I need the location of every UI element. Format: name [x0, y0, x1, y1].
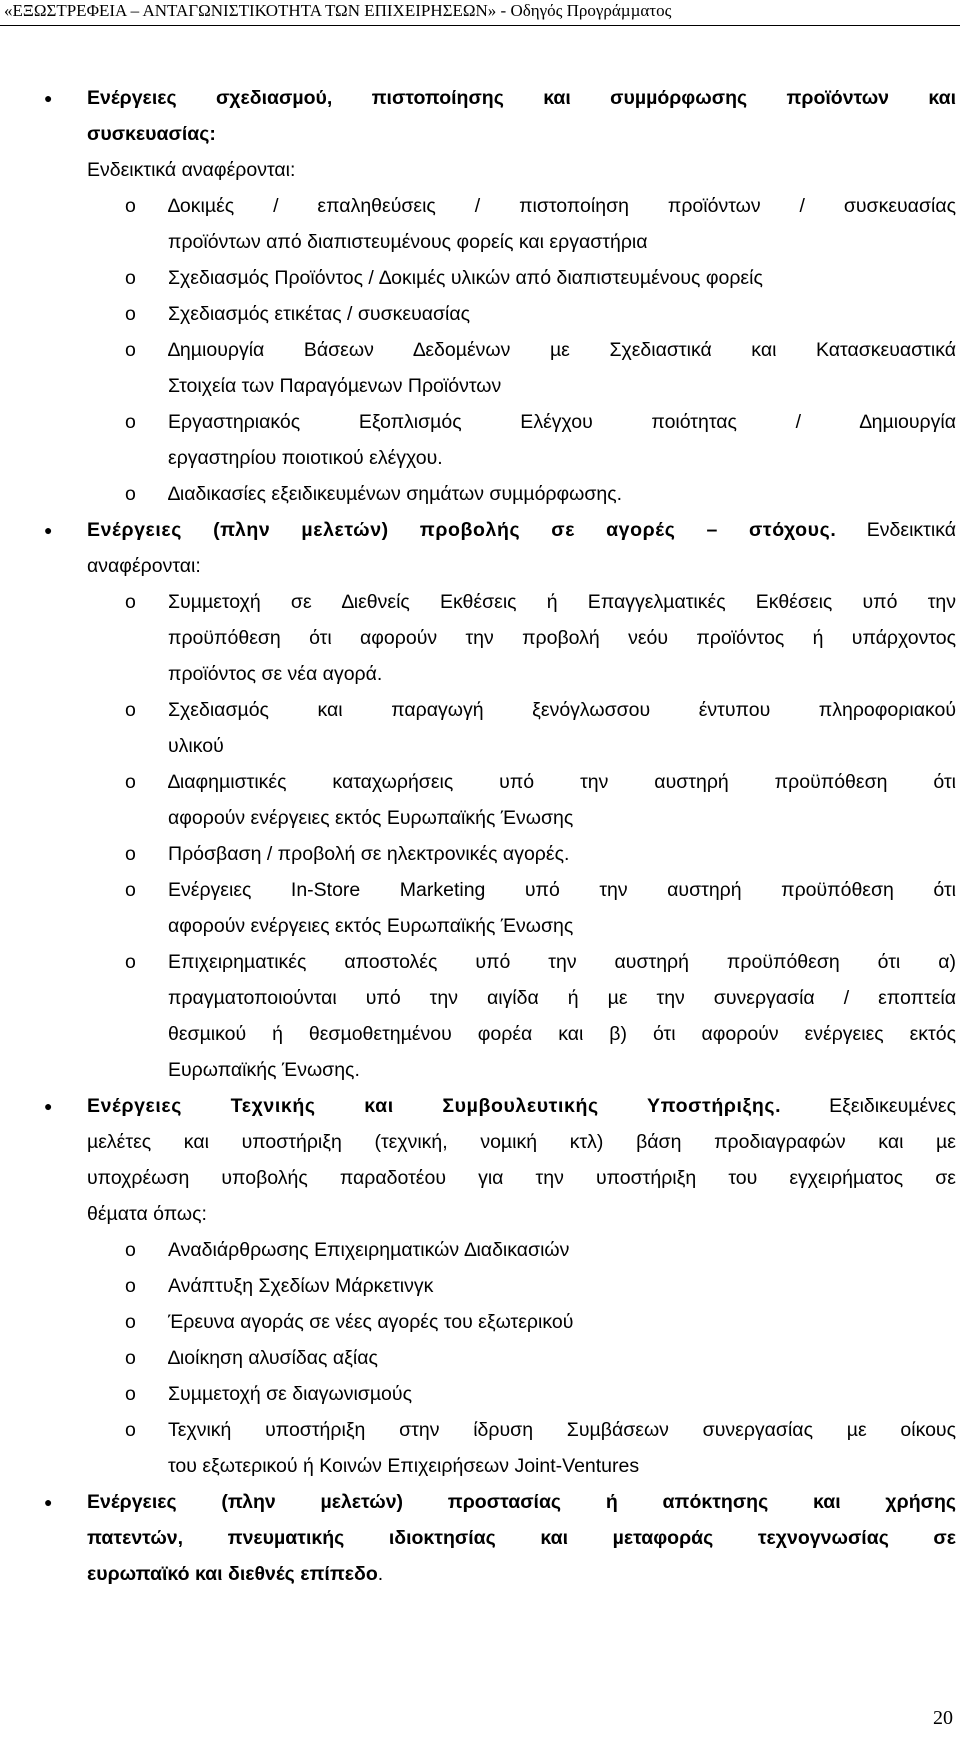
list-item-continuation: προϊόντων από διαπιστευµένους φορείς και εργαστήρια — [168, 231, 648, 253]
section-heading-line: ● Ενέργειες σχεδιασµού, πιστοποίησης και συµµόρφωσης προϊόντων και — [0, 80, 956, 116]
page-number: 20 — [933, 1707, 953, 1729]
list-item: o Εργαστηριακός Εξοπλισµός Ελέγχου ποιότητας / ∆ηµιουργία — [0, 404, 956, 440]
list-item: o Επιχειρηµατικές αποστολές υπό την αυστηρή προϋπόθεση ότι α) — [0, 944, 956, 980]
section-intro: Ενδεικτικά αναφέρονται: — [87, 159, 296, 181]
section-intro: θέµατα όπως: — [87, 1203, 207, 1225]
sub-bullet-icon: o — [125, 591, 136, 613]
list-item-continuation: αφορούν ενέργειες εκτός Ευρωπαϊκής Ένωσης — [168, 807, 574, 829]
sub-bullet-icon: o — [125, 267, 136, 289]
sub-bullet-icon: o — [125, 771, 136, 793]
list-item: o Τεχνική υποστήριξη στην ίδρυση Συµβάσεων συνεργασίας µε οίκους — [0, 1412, 956, 1448]
section-heading-line: ● Ενέργειες (πλην µελετών) προστασίας ή απόκτησης και χρήσης — [0, 1484, 956, 1520]
list-item: o ∆ιαφηµιστικές καταχωρήσεις υπό την αυστηρή προϋπόθεση ότι — [0, 764, 956, 800]
running-header-title: «ΕΞΩΣΤΡΕΦΕΙΑ – ΑΝΤΑΓΩΝΙΣΤΙΚΟΤΗΤΑ ΤΩΝ ΕΠΙΧΕΙΡΗΣΕΩΝ» - Οδηγός Προγράµµατος — [4, 1, 672, 20]
list-item: o Σχεδιασµός Προϊόντος / ∆οκιµές υλικών από διαπιστευµένους φορείς — [0, 260, 956, 296]
bullet-icon: ● — [44, 90, 53, 106]
list-item-continuation: εργαστηρίου ποιοτικού ελέγχου. — [168, 447, 443, 469]
header-rule — [0, 25, 960, 26]
list-item: o Έρευνα αγοράς σε νέες αγορές του εξωτερικού — [0, 1304, 956, 1340]
sub-bullet-icon: o — [125, 699, 136, 721]
running-header — [0, 0, 960, 26]
bullet-icon: ● — [44, 522, 53, 538]
sub-bullet-icon: o — [125, 411, 136, 433]
sub-bullet-icon: o — [125, 1239, 136, 1261]
section-heading-line: ● Ενέργειες Τεχνικής και Συµβουλευτικής Υποστήριξης. Εξειδικευµένες — [0, 1088, 956, 1124]
section-intro: αναφέρονται: — [87, 555, 201, 577]
list-item: o Συµµετοχή σε διαγωνισµούς — [0, 1376, 956, 1412]
list-item: o ∆ηµιουργία Βάσεων ∆εδοµένων µε Σχεδιαστικά και Κατασκευαστικά — [0, 332, 956, 368]
list-item: o Ενέργειες In-Store Marketing υπό την αυστηρή προϋπόθεση ότι — [0, 872, 956, 908]
sub-bullet-icon: o — [125, 951, 136, 973]
list-item: o Σχεδιασµός και παραγωγή ξενόγλωσσου έντυπου πληροφοριακού — [0, 692, 956, 728]
list-item: o ∆ιαδικασίες εξειδικευµένων σηµάτων συµµόρφωσης. — [0, 476, 956, 512]
list-item-continuation: προϊόντος σε νέα αγορά. — [168, 663, 383, 685]
list-item: o ∆οκιµές / επαληθεύσεις / πιστοποίηση προϊόντων / συσκευασίας — [0, 188, 956, 224]
list-item: o Ανάπτυξη Σχεδίων Μάρκετινγκ — [0, 1268, 956, 1304]
bullet-icon: ● — [44, 1494, 53, 1510]
bullet-icon: ● — [44, 1098, 53, 1114]
sub-bullet-icon: o — [125, 1419, 136, 1441]
list-item: o Πρόσβαση / προβολή σε ηλεκτρονικές αγορές. — [0, 836, 956, 872]
list-item-continuation: προϋπόθεση ότι αφορούν την προβολή νεόυ προϊόντος ή υπάρχοντος — [168, 627, 956, 649]
list-item-continuation: πραγµατοποιούνται υπό την αιγίδα ή µε την συνεργασία / εποπτεία — [168, 987, 956, 1009]
document-body — [0, 80, 960, 1592]
sub-bullet-icon: o — [125, 843, 136, 865]
section-heading-line: συσκευασίας: — [87, 123, 216, 145]
sub-bullet-icon: o — [125, 879, 136, 901]
sub-bullet-icon: o — [125, 195, 136, 217]
section-heading-line: ευρωπαϊκό και διεθνές επίπεδο. — [87, 1563, 384, 1585]
list-item: o ∆ιοίκηση αλυσίδας αξίας — [0, 1340, 956, 1376]
list-item-continuation: αφορούν ενέργειες εκτός Ευρωπαϊκής Ένωσης — [168, 915, 574, 937]
sub-bullet-icon: o — [125, 303, 136, 325]
list-item-continuation: του εξωτερικού ή Κοινών Επιχειρήσεων Joint-Ventures — [168, 1455, 640, 1477]
section-heading-line: ● Ενέργειες (πλην µελετών) προβολής σε αγορές – στόχους. Ενδεικτικά — [0, 512, 956, 548]
list-item: o Συµµετοχή σε ∆ιεθνείς Εκθέσεις ή Επαγγελµατικές Εκθέσεις υπό την — [0, 584, 956, 620]
list-item-continuation: Στοιχεία των Παραγόµενων Προϊόντων — [168, 375, 502, 397]
sub-bullet-icon: o — [125, 1311, 136, 1333]
list-item-continuation: θεσµικού ή θεσµοθετηµένου φορέα και β) ότι αφορούν ενέργειες εκτός — [168, 1023, 956, 1045]
list-item-continuation: υλικού — [168, 735, 224, 757]
sub-bullet-icon: o — [125, 1383, 136, 1405]
sub-bullet-icon: o — [125, 483, 136, 505]
sub-bullet-icon: o — [125, 1347, 136, 1369]
section-heading-line: πατεντών, πνευµατικής ιδιοκτησίας και µεταφοράς τεχνογνωσίας σε — [87, 1527, 956, 1549]
list-item: o Αναδιάρθρωσης Επιχειρηµατικών ∆ιαδικασιών — [0, 1232, 956, 1268]
sub-bullet-icon: o — [125, 1275, 136, 1297]
sub-bullet-icon: o — [125, 339, 136, 361]
list-item: o Σχεδιασµός ετικέτας / συσκευασίας — [0, 296, 956, 332]
section-intro: υποχρέωση υποβολής παραδοτέου για την υποστήριξη του εγχειρήµατος σε — [87, 1167, 956, 1189]
list-item-continuation: Ευρωπαϊκής Ένωσης. — [168, 1059, 360, 1081]
section-intro: µελέτες και υποστήριξη (τεχνική, νοµική κτλ) βάση προδιαγραφών και µε — [87, 1131, 956, 1153]
